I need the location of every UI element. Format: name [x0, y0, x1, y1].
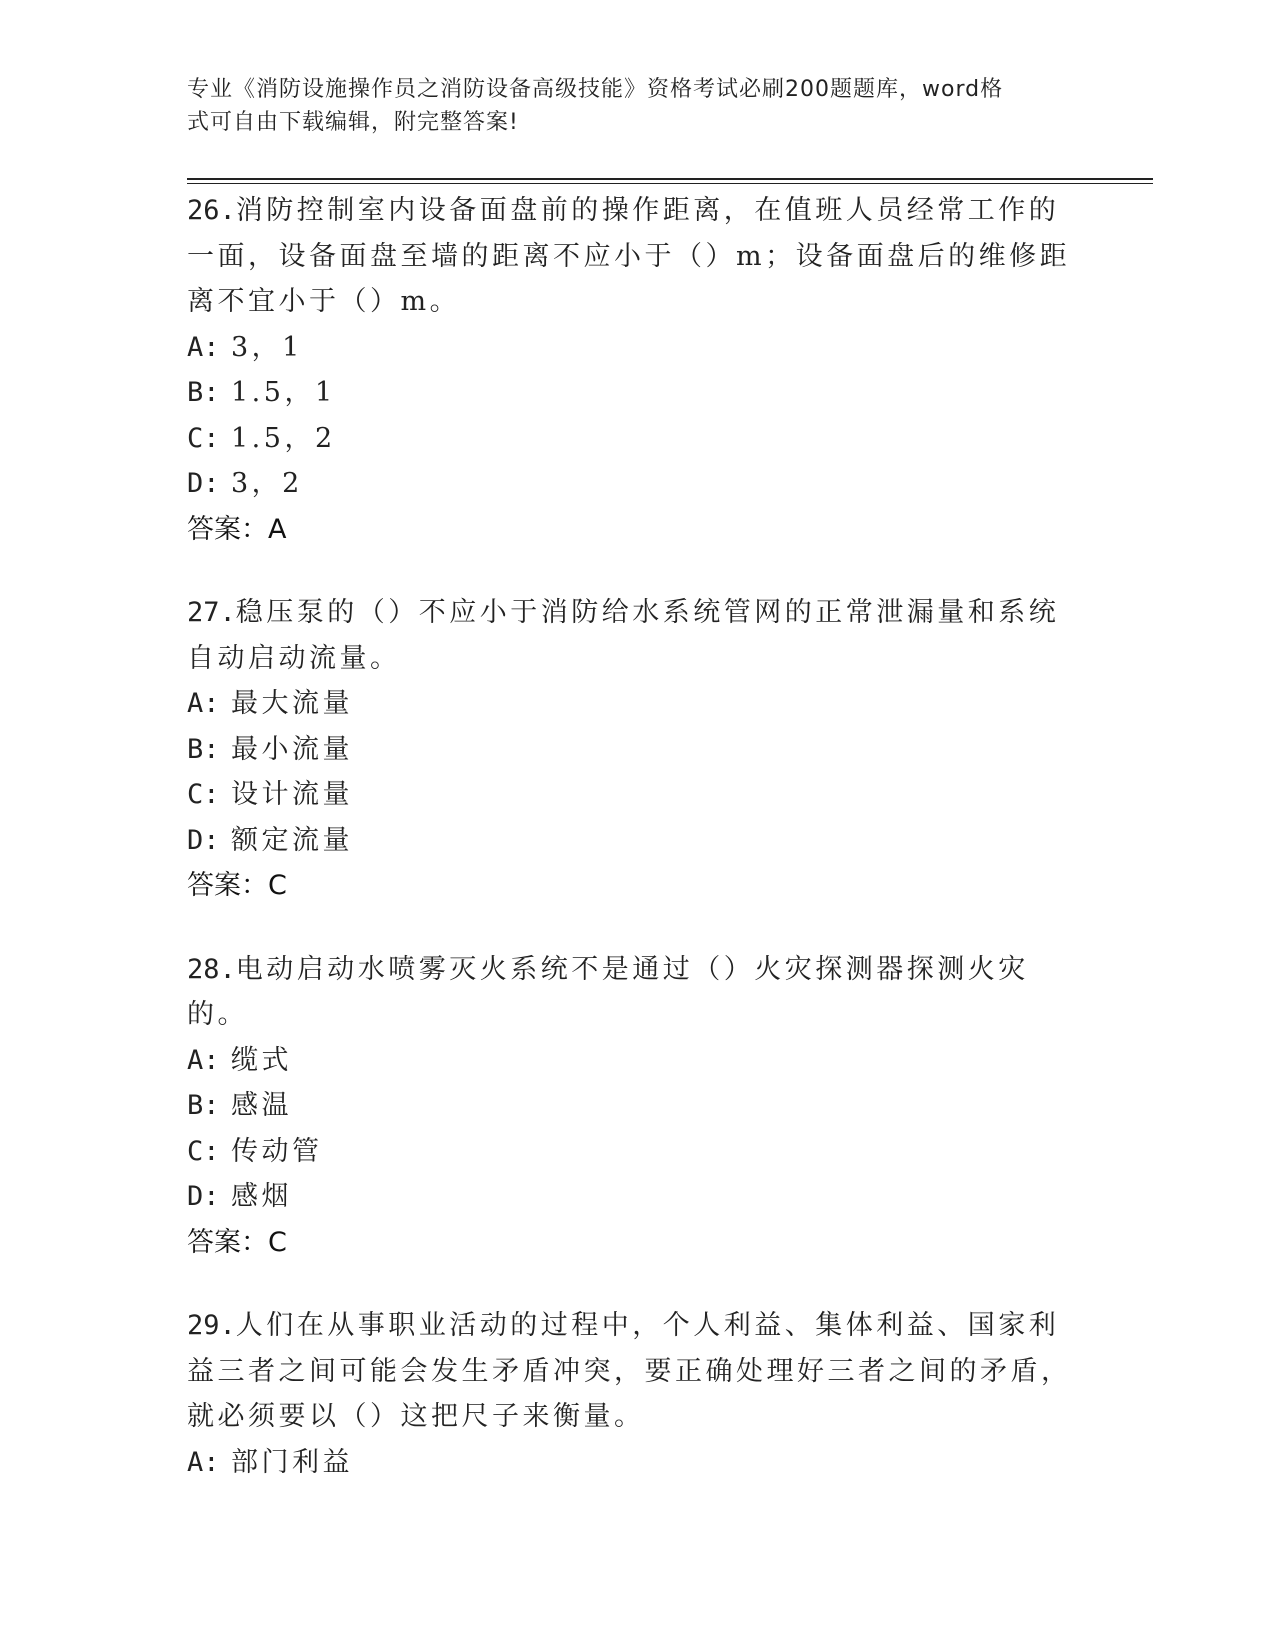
- option-key: A:: [187, 1044, 220, 1076]
- question-number: 26.: [187, 195, 236, 226]
- option-value: 最小流量: [231, 733, 353, 765]
- option-value: 缆式: [231, 1044, 292, 1076]
- header-line-2: 式可自由下载编辑，附完整答案!: [187, 110, 519, 135]
- option-value: 设计流量: [231, 779, 353, 810]
- option-value: 3，1: [231, 331, 303, 363]
- option-value: 部门利益: [231, 1446, 353, 1478]
- option-key: B:: [187, 733, 220, 765]
- document-header: [187, 73, 1067, 139]
- question-number: 28.: [187, 953, 236, 985]
- option-value: 额定流量: [231, 824, 353, 856]
- option-d: [187, 1174, 1087, 1220]
- option-key: C:: [187, 1135, 220, 1167]
- option-b: [187, 370, 1087, 416]
- answer-line: 答案：C: [187, 870, 287, 901]
- option-a: [187, 1440, 1087, 1486]
- answer-line: 答案：A: [187, 513, 287, 545]
- question-29: [187, 1303, 1087, 1485]
- option-c: [187, 1129, 1087, 1175]
- header-line-1: 专业《消防设施操作员之消防设备高级技能》资格考试必刷200题题库，word格: [187, 77, 1004, 102]
- question-text: [187, 590, 1087, 681]
- header-divider-thick: [187, 178, 1153, 180]
- option-d: [187, 461, 1087, 507]
- option-value: 1.5，2: [231, 422, 336, 454]
- option-key: D:: [187, 1181, 220, 1212]
- question-body: 人们在从事职业活动的过程中，个人利益、集体利益、国家利益三者之间可能会发生矛盾冲突，要正确处理好三者之间的矛盾，就必须要以（）这把尺子来衡量。: [187, 1310, 1072, 1432]
- question-27: [187, 590, 1087, 909]
- option-b: [187, 1083, 1087, 1129]
- question-body: 消防控制室内设备面盘前的操作距离，在值班人员经常工作的一面，设备面盘至墙的距离不应小于（）m；设备面盘后的维修距离不宜小于（）m。: [187, 195, 1071, 317]
- question-list: [187, 188, 1087, 1523]
- question-text: [187, 1303, 1087, 1440]
- option-value: 1.5，1: [231, 377, 336, 408]
- option-key: A:: [187, 688, 220, 719]
- option-b: [187, 727, 1087, 773]
- question-28: [187, 947, 1087, 1266]
- option-value: 感烟: [231, 1181, 292, 1212]
- option-c: [187, 772, 1087, 818]
- option-value: 3，2: [231, 468, 303, 499]
- question-text: [187, 188, 1087, 325]
- question-body: 电动启动水喷雾灭火系统不是通过（）火灾探测器探测火灾的。: [187, 953, 1029, 1030]
- question-number: 29.: [187, 1310, 236, 1341]
- option-key: A:: [187, 331, 220, 363]
- option-key: C:: [187, 779, 220, 810]
- option-value: 传动管: [231, 1135, 323, 1167]
- option-key: C:: [187, 422, 220, 454]
- option-key: D:: [187, 824, 220, 856]
- option-key: B:: [187, 1090, 220, 1121]
- option-value: 感温: [231, 1090, 292, 1121]
- question-26: [187, 188, 1087, 552]
- question-text: [187, 947, 1087, 1038]
- question-body: 稳压泵的（）不应小于消防给水系统管网的正常泄漏量和系统自动启动流量。: [187, 597, 1060, 674]
- option-a: [187, 681, 1087, 727]
- option-key: A:: [187, 1446, 220, 1478]
- option-value: 最大流量: [231, 688, 353, 719]
- header-divider-thin: [187, 183, 1153, 184]
- question-number: 27.: [187, 597, 236, 628]
- option-key: B:: [187, 377, 220, 408]
- option-c: [187, 416, 1087, 462]
- answer-line: 答案：C: [187, 1226, 287, 1258]
- option-key: D:: [187, 468, 220, 499]
- option-a: [187, 325, 1087, 371]
- option-a: [187, 1038, 1087, 1084]
- option-d: [187, 818, 1087, 864]
